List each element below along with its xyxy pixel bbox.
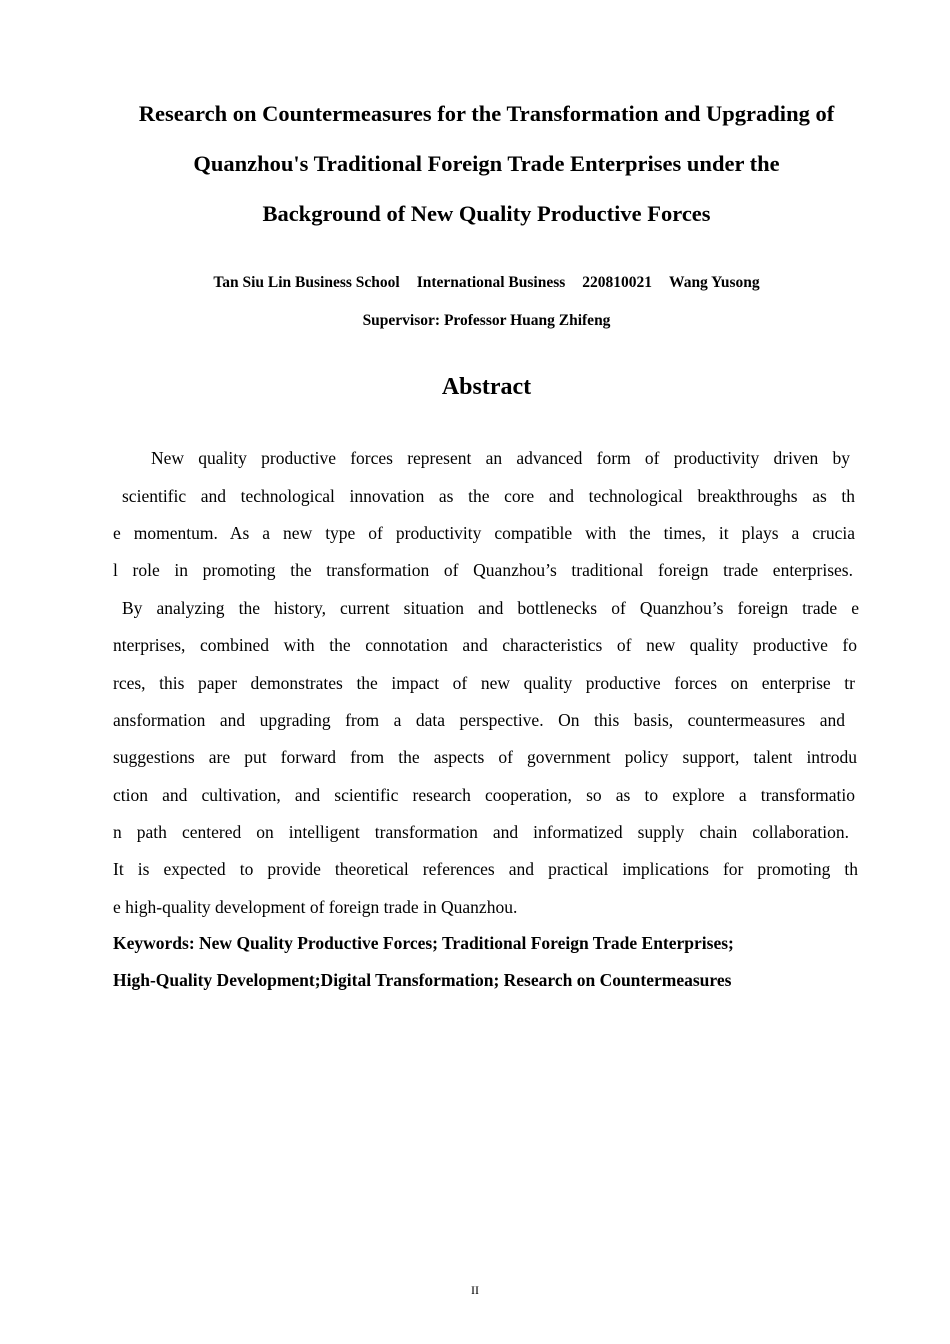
author-student-id: 220810021 [582, 274, 653, 291]
abstract-line: By analyzing the history, current situation and bottlenecks of Quanzhou’s foreign trade e [122, 598, 859, 618]
title-line-1: Research on Countermeasures for the Transformation and Upgrading of [138, 101, 835, 126]
abstract-line: New quality productive forces represent an advanced form of productivity driven by [151, 448, 850, 468]
abstract-line: suggestions are put forward from the aspects of government policy support, talent introdu [113, 747, 857, 767]
abstract-line: e momentum. As a new type of productivity compatible with the times, it plays a crucia [113, 523, 855, 543]
abstract-line: scientific and technological innovation as the core and technological breakthroughs as th [122, 486, 855, 506]
keywords-line-2: High-Quality Development;Digital Transformation; Research on Countermeasures [113, 970, 732, 990]
abstract-line: nterprises, combined with the connotation and characteristics of new quality productive fo [113, 635, 857, 655]
abstract-line: ansformation and upgrading from a data perspective. On this basis, countermeasures and [113, 710, 845, 730]
keywords-line-1: Keywords: New Quality Productive Forces; Traditional Foreign Trade Enterprises; [113, 933, 734, 953]
abstract-line: It is expected to provide theoretical references and practical implications for promoting th [113, 859, 858, 879]
abstract-line: n path centered on intelligent transformation and informatized supply chain collaboration. [113, 822, 849, 842]
abstract-line: ction and cultivation, and scientific research cooperation, so as to explore a transformatio [113, 785, 855, 805]
author-school: Tan Siu Lin Business School [213, 274, 400, 291]
abstract-line: rces, this paper demonstrates the impact of new quality productive forces on enterprise tr [113, 673, 855, 693]
title-line-3: Background of New Quality Productive Forces [262, 201, 711, 226]
author-name: Wang Yusong [669, 274, 760, 291]
supervisor-line: Supervisor: Professor Huang Zhifeng [362, 312, 611, 329]
title-line-2: Quanzhou's Traditional Foreign Trade Enterprises under the [193, 151, 780, 176]
page-number: II [471, 1283, 479, 1297]
author-major: International Business [416, 274, 566, 291]
abstract-line: e high-quality development of foreign trade in Quanzhou. [113, 897, 518, 917]
abstract-heading: Abstract [441, 374, 532, 400]
author-line [100, 274, 873, 292]
abstract-line: l role in promoting the transformation of Quanzhou’s traditional foreign trade enterprises. [113, 560, 853, 580]
